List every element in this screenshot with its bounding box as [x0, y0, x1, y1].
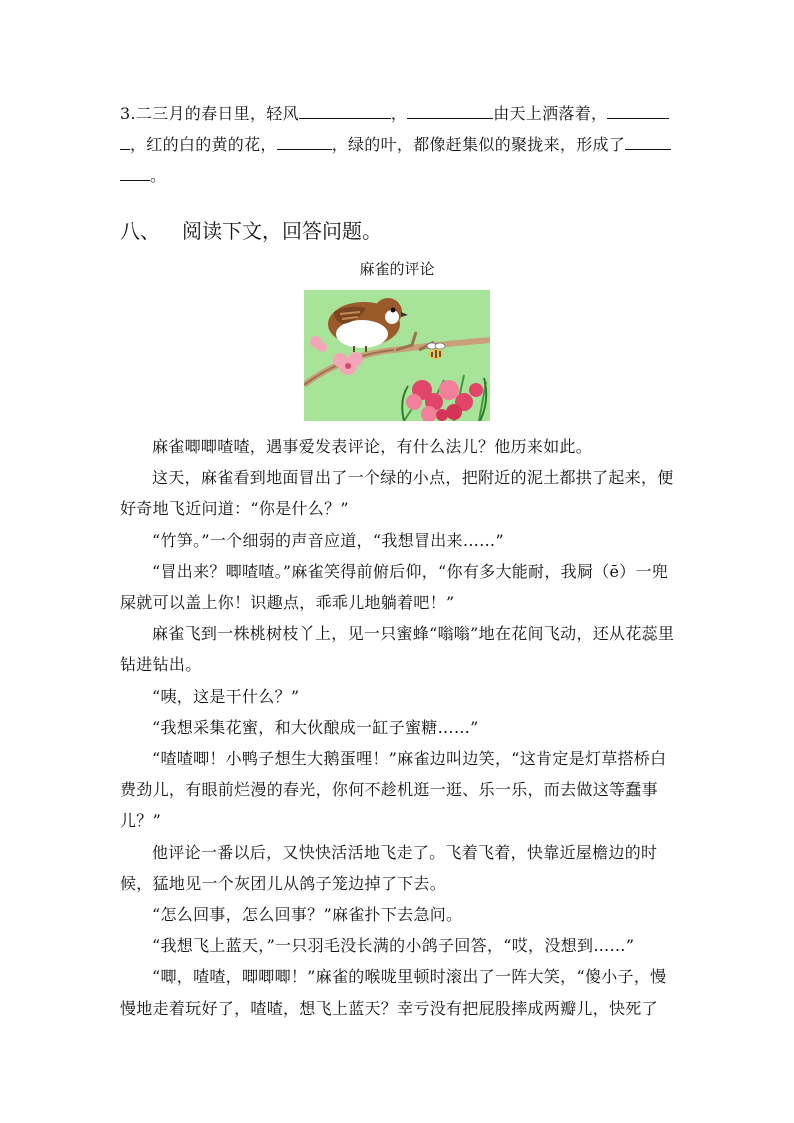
story-paragraph: 他评论一番以后，又快快活活地飞走了。飞着飞着，快靠近屋檐边的时候，猛地见一个灰团儿从鸽子笼边掉了下去。: [120, 842, 658, 893]
sparrow-illustration: [304, 290, 490, 421]
q3-blank-3[interactable]: [607, 101, 669, 119]
section-instruction: 阅读下文，回答问题。: [182, 219, 382, 243]
q3-text-5: ，绿的叶，都像赶集似的聚拢来，形成了: [331, 135, 626, 154]
story-paragraph: “竹笋。”一个细弱的声音应道，“我想冒出来……”: [152, 530, 504, 550]
q3-blank-2[interactable]: [407, 101, 493, 119]
q3-text-3: 由天上洒落着，: [493, 104, 608, 123]
question-3: [120, 98, 676, 191]
q3-blank-5-cont[interactable]: [120, 163, 150, 181]
q3-text-1: 3.二三月的春日里，轻风: [120, 104, 299, 123]
story-paragraph: “唧，喳喳，唧唧唧！”麻雀的喉咙里顿时滚出了一阵大笑，“傻小子，慢慢地走着玩好了，喳喳，想飞上蓝天？幸亏没有把屁股摔成两瓣儿，快死了: [120, 967, 667, 1018]
story-paragraph: 麻雀唧唧喳喳，遇事爱发表评论，有什么法儿？他历来如此。: [152, 437, 593, 456]
q3-text-2: ，: [390, 104, 408, 123]
story-paragraph: “咦，这是干什么？”: [152, 686, 300, 706]
story-title: 麻雀的评论: [359, 260, 435, 278]
story-paragraph: “我想采集花蜜，和大伙酿成一缸子蜜糖……”: [152, 717, 479, 737]
story-paragraph: “我想飞上蓝天，”一只羽毛没长满的小鸽子回答，“哎，没想到……”: [152, 936, 635, 956]
section-number: 八、: [120, 219, 160, 243]
q3-text-4: ，红的白的黄的花，: [130, 135, 277, 154]
q3-blank-1[interactable]: [299, 101, 391, 119]
section-heading: [120, 216, 382, 246]
q3-blank-3-cont[interactable]: [120, 132, 130, 150]
story-paragraph: 这天，麻雀看到地面冒出了一个绿的小点，把附近的泥土都拱了起来，便好奇地飞近问道：“你是什么？”: [120, 468, 674, 519]
q3-text-6: 。: [150, 166, 167, 185]
story-paragraph: “冒出来？唧喳喳。”麻雀笑得前俯后仰，“你有多大能耐，我屙（ē）一兜屎就可以盖上你！识趣点，乖乖儿地躺着吧！”: [120, 561, 669, 613]
story-paragraph: 麻雀飞到一株桃树枝丫上，见一只蜜蜂“嗡嗡”地在花间飞动，还从花蕊里钻进钻出。: [120, 624, 675, 675]
story-body: [120, 431, 676, 1024]
story-paragraph: “怎么回事，怎么回事？”麻雀扑下去急问。: [152, 905, 463, 925]
q3-blank-5[interactable]: [625, 132, 671, 150]
story-paragraph: “喳喳唧！小鸭子想生大鹅蛋哩！”麻雀边叫边笑，“这肯定是灯草搭桥白费劲儿，有眼前烂漫的春光，你何不趁机逛一逛、乐一乐，而去做这等蠢事儿？”: [120, 749, 667, 831]
q3-blank-4[interactable]: [277, 132, 332, 150]
